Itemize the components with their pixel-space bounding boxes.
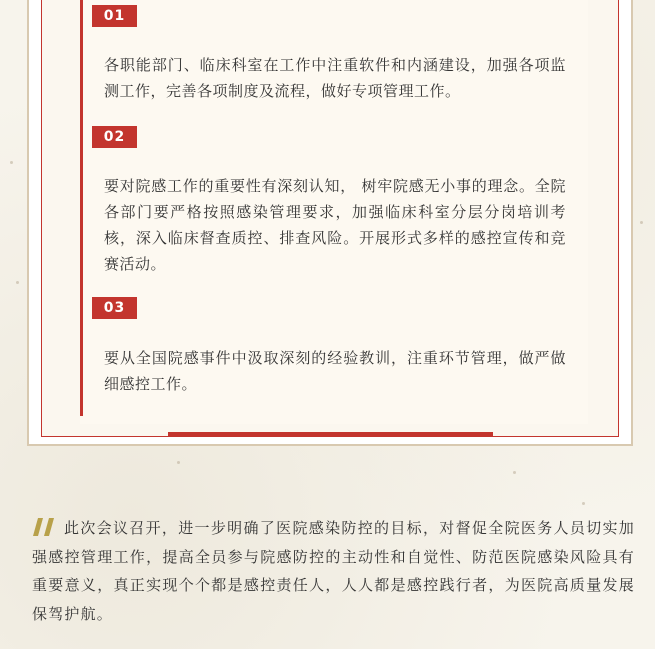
section-number-badge: 02 <box>92 126 137 148</box>
section-text: 要对院感工作的重要性有深刻认知， 树牢院感无小事的理念。全院各部门要严格按照感染管理要求，加强临床科室分层分岗培训考核，深入临床督查质控、排查风险。开展形式多样的感控宣传和竞赛活动。 <box>104 177 566 273</box>
summary-paragraph: 此次会议召开，进一步明确了医院感染防控的目标，对督促全院医务人员切实加强感控管理工作，提高全员参与院感防控的主动性和自觉性、防范医院感染风险具有重要意义，真正实现个个都是感控责任人，人人都是感控践行者，为医院高质量发展保驾护航。 <box>32 519 635 623</box>
section-number-badge: 01 <box>92 5 137 27</box>
section-text: 各职能部门、临床科室在工作中注重软件和内涵建设，加强各项监测工作，完善各项制度及流程，做好专项管理工作。 <box>104 56 566 100</box>
section-number-badge: 03 <box>92 297 137 319</box>
card-bottom-accent-bar <box>168 432 493 437</box>
section-text: 要从全国院感事件中汲取深刻的经验教训，注重环节管理，做严做细感控工作。 <box>104 349 566 393</box>
paper-speck <box>582 502 585 505</box>
paper-speck <box>513 471 516 474</box>
paper-speck <box>10 161 13 164</box>
paper-speck <box>177 461 180 464</box>
paper-speck <box>640 221 643 224</box>
paper-speck <box>16 281 19 284</box>
timeline-line <box>80 0 83 416</box>
